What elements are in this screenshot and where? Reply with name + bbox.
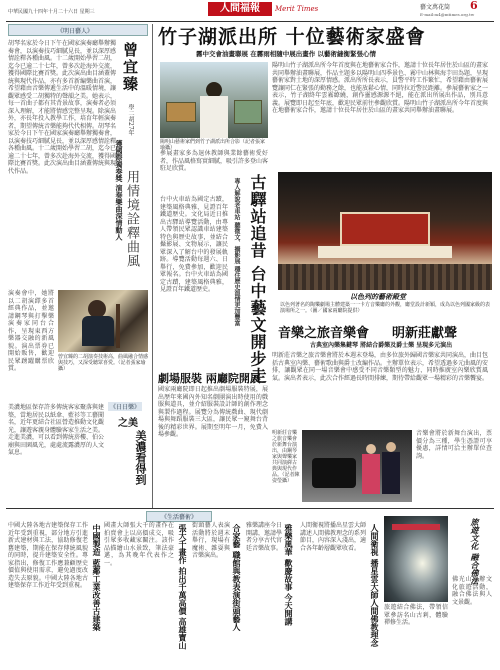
theatre-body: 國家兩廳院即日起推出劇場服裝特展，展出歷年來國內外知名劇團演出時使用的戲服與道具，並介紹服裝設計師的創作理念與製作過程。展覽分為傳統戲曲、現代劇場與舞蹈服裝三大區，讓民眾一窺舞台背後的精彩世界。展期至明年一月，免費入場參觀。 xyxy=(158,386,268,438)
bottom-body-2: 國畫大師張大千的畫作在拍賣會上以高價成交，吸引眾多收藏家關注。該作品描繪山水景致，筆法豪邁，為其晚年代表作之一。 xyxy=(104,522,174,567)
bottom-headline-4: 雅樂風華 歡慶故事 今天開講 xyxy=(284,524,294,626)
station-kicker: 專人解說老車站 聽微文、攝影展 穩住歷史溫情更加豐富 xyxy=(233,178,240,327)
performer-photo xyxy=(58,290,148,352)
music-body: 明新莊音樂之旅音樂會將於本週末登場，由多位旅外歸國音樂家共同演出，曲目包括古典室內樂、藝術歌曲與爵士改編作品。主辦單位表示，希望透過多元曲風的安排，讓觀眾在同一場音樂會中感受不同音樂類型的魅力，同時推廣室內樂欣賞風氣。演出者表示，此次合作經過長時間排練，期待帶給觀眾一場精彩的音樂饗宴。 xyxy=(272,352,489,382)
hall-caption: 以色列著名的陶樂劇場主體建築一一卡方音樂廳的外觀，廳堂設計新穎，成為以色列國家級的表演場所之一。（圖／國家兩廳院提供） xyxy=(280,302,491,314)
section-name: 藝文萬花筒 xyxy=(420,4,451,11)
artists-photo-caption: 陽明山藝術家們到竹子湖派出所合影（記者張家瑜攝） xyxy=(160,139,266,151)
theatre-headline: 劇場服裝 兩廳院開展 xyxy=(158,372,261,385)
email-line: E-mail:m4@mtimes.org.tw xyxy=(420,12,475,17)
station-headline: 古驛站追昔 台中藝文開步走 xyxy=(248,174,267,385)
age-line: 學二胡27年 xyxy=(127,104,134,136)
small-column-body: 美濃地區保存許多傳統客家聚落與建築，當地居民以紙傘、藍衫等工藝聞名，近年更結合社區營造推動文化觀光，讓遊客親身體驗客家生活之美。走進美濃，可以看到傳統菸樓、伯公廟與田園風光，處處流露濃厚的人文氣息。 xyxy=(8,404,105,456)
music-body-right: 音樂會將於新舞台演出，票價分為三種，學生憑證可享優惠，詳情可洽主辦單位查詢。 xyxy=(416,430,492,460)
bottom-headline-3: 合家藝 職館與教表演街頭藝人 xyxy=(232,524,242,631)
brand-en: Merit Times xyxy=(275,5,319,13)
piano-photo-caption: 明新莊音樂之旅音樂會於新舞台演出，由鋼琴家與聲樂家共同演繹古典與現代作品。（記者陳姿瑩攝） xyxy=(272,430,300,484)
piano-photo xyxy=(302,430,412,502)
music-subhead: 古典室內樂集鍵琴 將結合爵樂及爵士樂 呈現多元演出 xyxy=(310,342,453,349)
main-body-right: 陽明山竹子湖派出所今年首度與在地藝術家合作，邀請十位長年居住於山區的畫家共同舉辦油畫聯展，作品主題多以陽明山四季景色、霧中山林與海芋田為題，呈現藝術家對土地的深厚情感。派出所所長表示，員警平時工作繁忙，希望藉由藝術展覽讓同仁在緊張的勤務之餘，也能放鬆心情，同時拉近警民距離。參展藝術家之一表示，竹子湖終年雲霧繚繞，創作靈感源源不絕，能在派出所展出作品，別具意義。展覽即日起至年底，歡迎民眾前往參觀欣賞。陽明山竹子湖派出所今年首度與在地藝術家合作，邀請十位長年居住於山區的畫家共同舉辦油畫聯展。 xyxy=(272,62,489,114)
small-column-headline-a: 之美 xyxy=(118,418,138,429)
brand-cn: 人間福報 xyxy=(220,3,260,14)
bottom-headline-1: 中國製造 藍鄰工業改善古建築 xyxy=(92,524,102,631)
left-column-rule xyxy=(152,24,153,508)
left-body-text-lower: 演奏會中，她將以二胡演繹多首經典作品，並邀請鋼琴與打擊樂演奏家同台合作，呈現東西方樂器交融的新風貌。演出票券已開始販售，歡迎民眾踴躍購票欣賞。 xyxy=(8,290,54,372)
award-line: 獲國際獨奏獎 演奏樂曲深情動人 xyxy=(115,140,124,241)
artist-name: 曾宜臻 xyxy=(121,42,139,93)
music-headline-right: 明新莊獻聲 xyxy=(392,326,458,341)
page-number: 6 xyxy=(470,0,478,12)
date-line: 中華民國九十四年十月二十六日 星期三 xyxy=(8,9,95,15)
main-body-left: 參展畫家多為退休教師與業餘藝術愛好者，作品風格寫實細膩，吸引許多登山客駐足欣賞。 xyxy=(160,150,269,172)
hall-caption-title: 以色列的藝術殿堂 xyxy=(350,292,406,301)
bottom-body-7: 佛光山舉辦文化旅遊活動，融合佛法與人文景觀。 xyxy=(452,576,492,606)
bottom-body-1: 中國大陸各地古建築保存工作近年受到重視，部分地方引進新式建材與工法，協助修復老舊建築，期能在保存傳統風貌的同時，提升建築安全性。專家指出，修復工作應兼顧歷史價值與使用需求，避免過度改造失去原貌。中國大陸各地古建築保存工作近年受到重視。 xyxy=(8,522,88,589)
left-column-tag xyxy=(8,24,148,36)
artists-photo xyxy=(160,62,268,138)
bottom-section-rule xyxy=(6,508,494,509)
performer-photo-caption: 曾宜臻的二胡演奏技術高，曲風融合情感與技巧，又深受聽眾喜愛。（記者張家瑜攝） xyxy=(58,354,149,372)
column-tag-label: 《明日藝人》 xyxy=(57,28,94,35)
bottom-headline-2: 張大千畫作 拍出千萬高價 高雄寶山 xyxy=(178,524,188,650)
column-title: 用情境詮釋曲風 xyxy=(124,170,139,268)
main-subhead: 霧中交會油畫聯展 在霧雨相隨中展出畫作 以藝術縫衡緊張心情 xyxy=(196,50,377,58)
station-body: 台中火車站為國定古蹟，建築風格典雅，見證百年鐵道歷史。文化局近日推出古驛站導覽活動，由專人帶領民眾認識車站建築特色與歷史故事，並結合攝影展、文物展示，讓民眾深入了解台中的發展軌跡。導覽活動每週六、日舉行，免費參加，歡迎民眾報名。台中火車站為國定古蹟，建築風格典雅，見證百年鐵道歷史。 xyxy=(160,196,228,293)
main-headline: 竹子湖派出所 十位藝術家盛會 xyxy=(158,26,426,48)
bottom-body-4: 雅樂講座今日開講，邀請學者分享古代宮廷音樂故事。 xyxy=(246,522,283,552)
concert-hall-photo xyxy=(278,172,492,290)
bottom-body-6: 旅遊結合佛法，帶領信眾參訪名山古剎，體驗禪修生活。 xyxy=(384,604,448,626)
bottom-headline-6: 旅遊文化 融合佛法 xyxy=(470,518,480,585)
bottom-section-tag: 《生活藝術》 xyxy=(146,511,212,522)
music-headline: 音樂之旅音樂會 xyxy=(278,326,370,341)
bottom-body-5: 人間衛視將播出星雲大師講述人間佛教理念的系列節目，內容深入淺出，適合各年齡層觀眾收看。 xyxy=(300,522,367,552)
bottom-headline-5: 人間衛視 播星雲大師人間佛教理念 xyxy=(370,524,380,647)
brand-logo xyxy=(208,2,272,16)
small-column-tag: 《日日樂》 xyxy=(110,404,141,411)
small-column-headline-b: 美濃看得到 xyxy=(134,430,147,485)
tunnel-photo xyxy=(384,516,448,602)
left-body-text: 胡琴名家於今日下午在國家演奏廳舉辦獨奏會，以演奏技巧細膩見長，並以深厚感情詮釋各種曲風。十二歲開始學習二胡，迄今已逾二十七年，曾多次赴海外交流，獲得國際比賽首獎。此次演出曲目涵蓋傳統與現代作品，亦有多首新編樂曲首演，希望藉由音樂傳遞生活中的溫暖情境，讓觀眾感受二胡獨特的聲韻之美。她表示，每一首曲子都有其背景故事，演奏者必須深入理解，才能將情感完整呈現。除演出外，亦長年投入教學工作，培育年輕演奏者，期望傳統音樂能夠代代相傳。胡琴名家於今日下午在國家演奏廳舉辦獨奏會，以演奏技巧細膩見長，並以深厚感情詮釋各種曲風。十二歲開始學習二胡，迄今已逾二十七年，曾多次赴海外交流，獲得國際比賽首獎。此次演出曲目涵蓋傳統與現代作品。 xyxy=(8,40,117,175)
bottom-body-3: 街頭藝人表演活動將於週末舉行，現場有魔術、雜耍與音樂演出。 xyxy=(192,522,230,559)
